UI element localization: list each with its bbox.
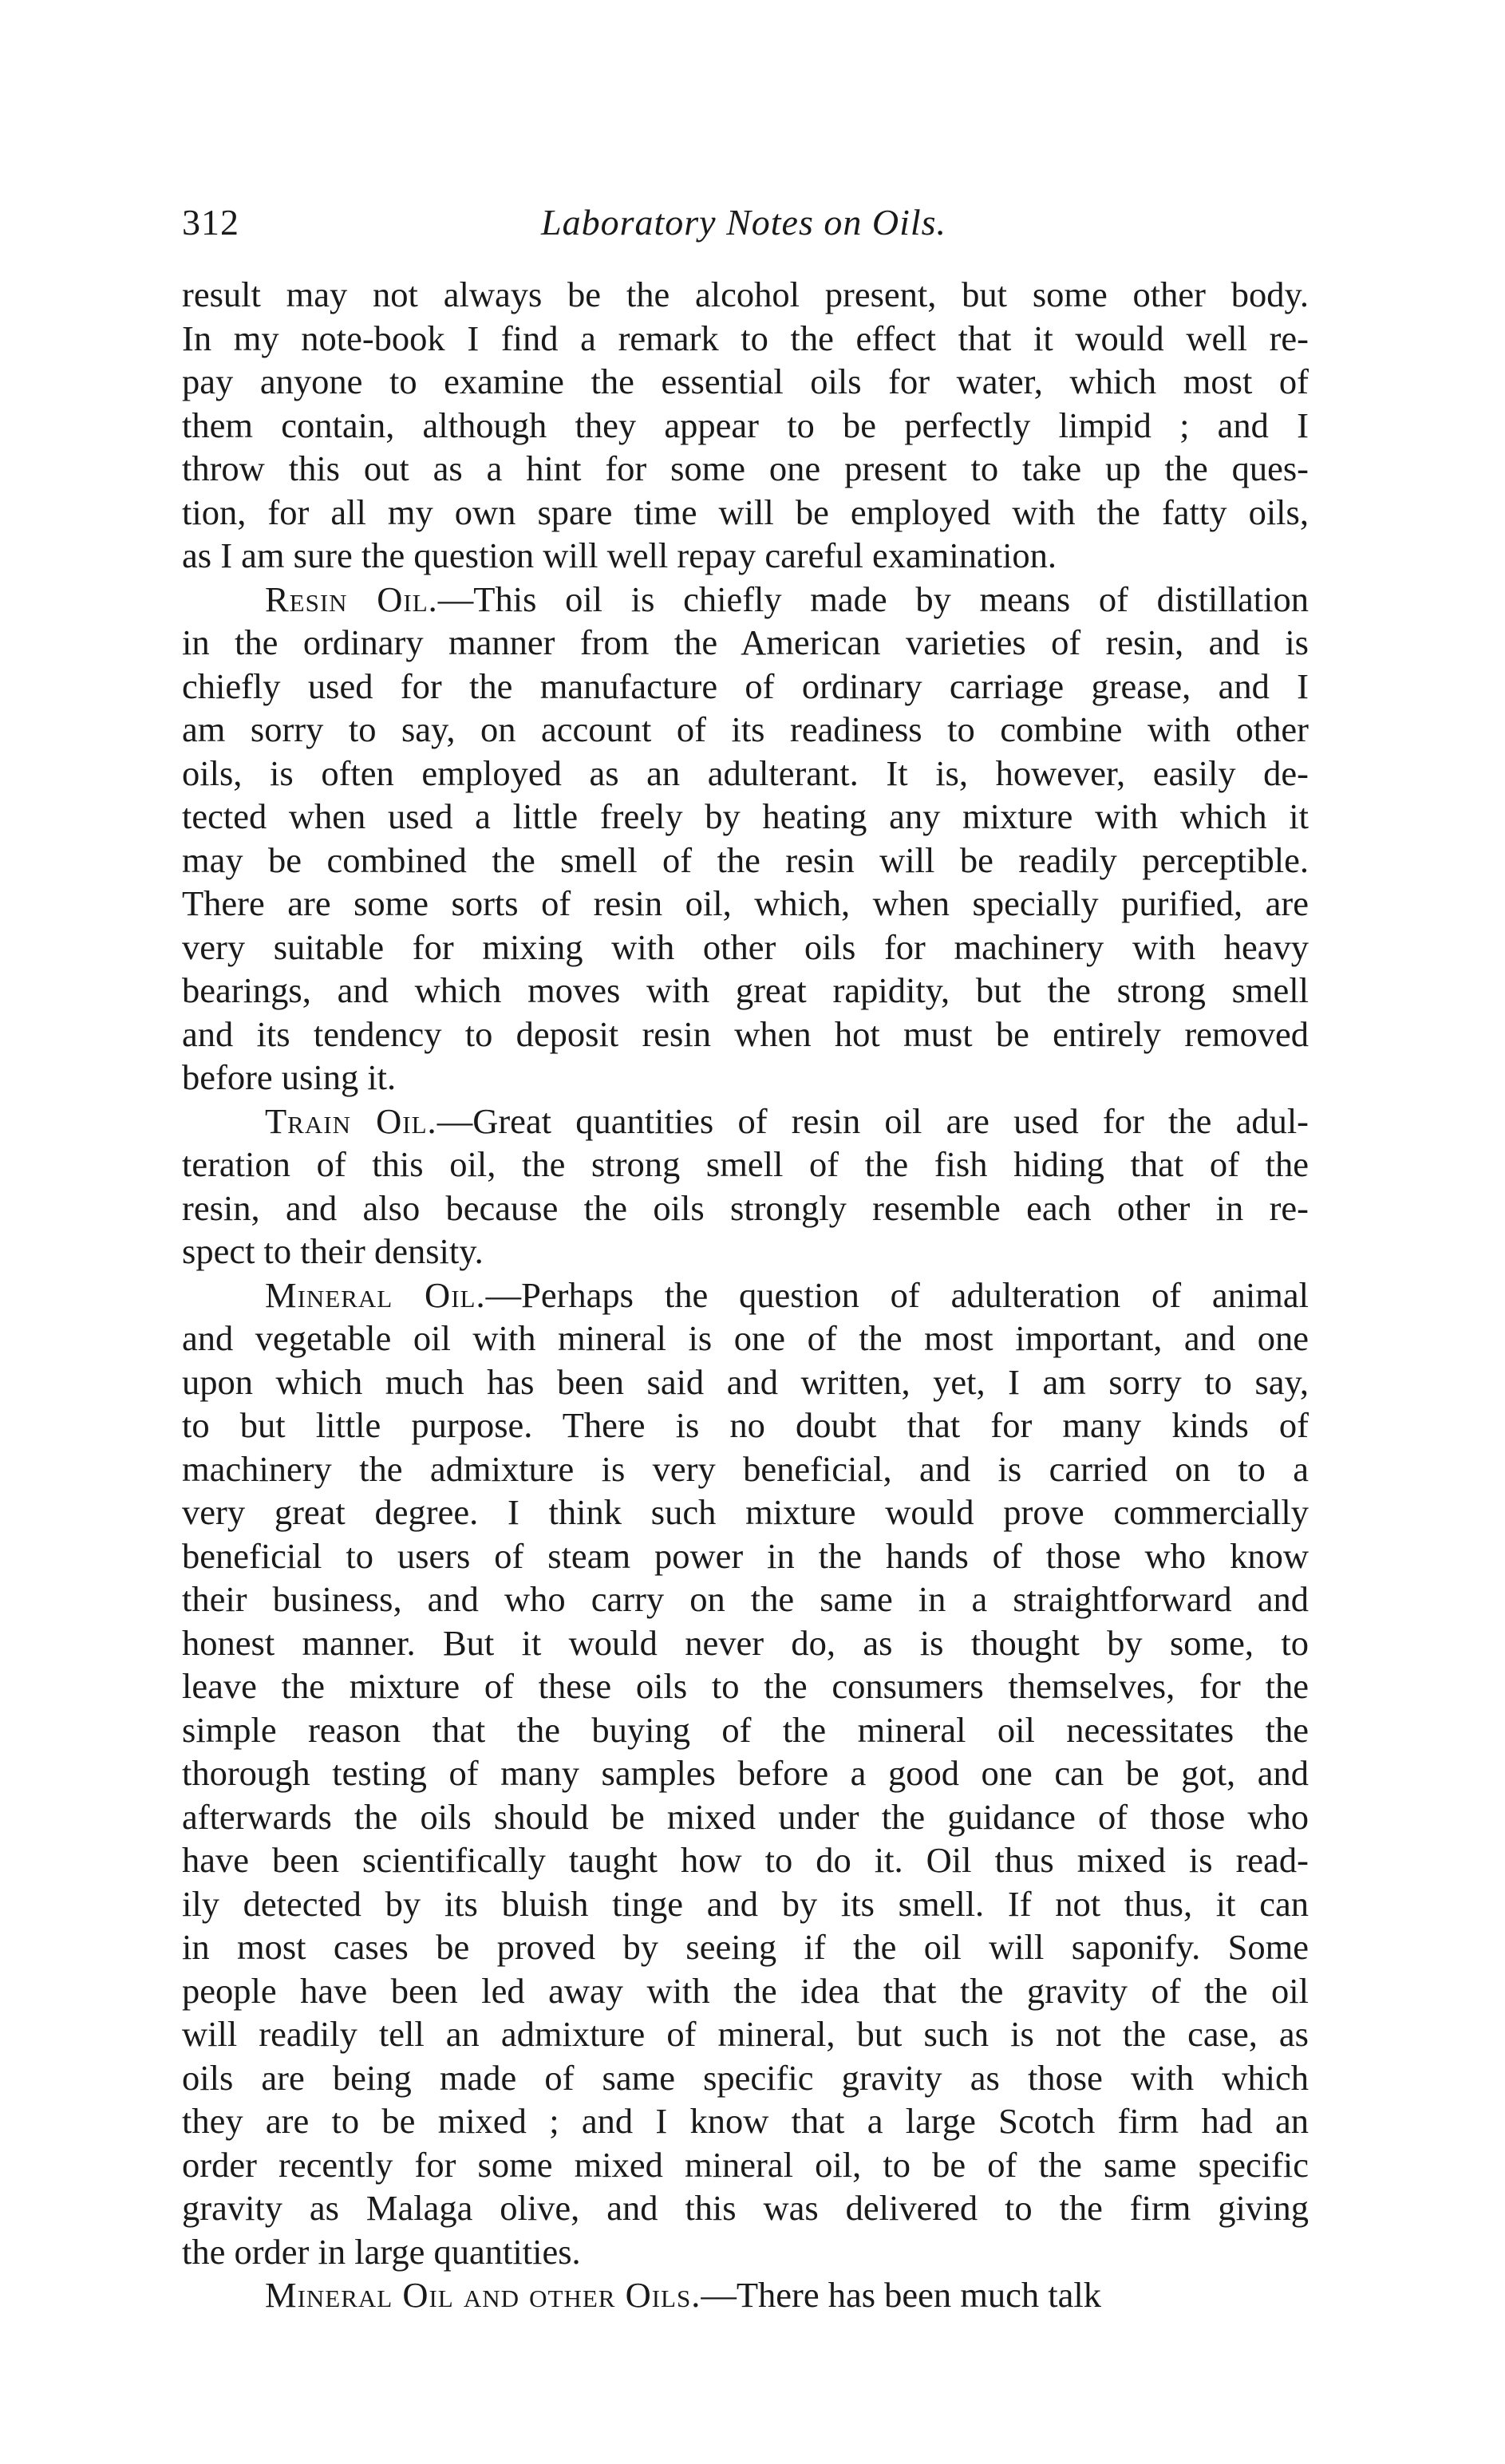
text-line: will readily tell an admixture of mineral, but such is not the case, as (182, 2014, 1309, 2054)
text-line: leave the mixture of these oils to the consumers themselves, for the (182, 1666, 1309, 1706)
mineral-oil-heading: Mineral Oil. (265, 1274, 486, 1315)
text-line: they are to be mixed ; and I know that a large Scotch firm had an (182, 2101, 1309, 2141)
text-line: and vegetable oil with mineral is one of the most important, and one (182, 1318, 1309, 1358)
text-line: very suitable for mixing with other oils for machinery with heavy (182, 926, 1309, 967)
text-run: —This oil is chiefly made by means of distillation (437, 578, 1309, 619)
running-title: Laboratory Notes on Oils. (541, 202, 947, 243)
text-line: honest manner. But it would never do, as is thought by some, to (182, 1622, 1309, 1663)
text-line: beneficial to users of steam power in the hands of those who know (182, 1535, 1309, 1576)
text-line: in the ordinary manner from the American varieties of resin, and is (182, 622, 1309, 662)
train-oil-heading: Train Oil. (265, 1100, 437, 1141)
text-line: ily detected by its bluish tinge and by its smell. If not thus, it can (182, 1883, 1309, 1924)
body-text (182, 273, 1309, 2317)
mineral-oil-first-line (182, 1273, 1309, 1317)
text-line: result may not always be the alcohol present, but some other body. (182, 274, 1309, 314)
page-header (182, 201, 1299, 249)
text-line: afterwards the oils should be mixed under the guidance of those who (182, 1796, 1309, 1837)
text-line: oils, is often employed as an adulterant. It is, however, easily de- (182, 752, 1309, 793)
text-line: pay anyone to examine the essential oils for water, which most of (182, 361, 1309, 401)
text-line: and its tendency to deposit resin when hot must be entirely removed (182, 1013, 1309, 1054)
text-line: upon which much has been said and written, yet, I am sorry to say, (182, 1361, 1309, 1402)
text-line: throw this out as a hint for some one present to take up the ques- (182, 448, 1309, 488)
text-line: bearings, and which moves with great rapidity, but the strong smell (182, 970, 1309, 1010)
text-line: am sorry to say, on account of its readiness to combine with other (182, 709, 1309, 749)
text-line: simple reason that the buying of the mineral oil necessitates the (182, 1709, 1309, 1750)
text-line: in most cases be proved by seeing if the oil will saponify. Some (182, 1927, 1309, 1967)
text-line: may be combined the smell of the resin will be readily perceptible. (182, 839, 1309, 880)
text-line: order recently for some mixed mineral oil, to be of the same specific (182, 2144, 1309, 2185)
text-line: to but little purpose. There is no doubt that for many kinds of (182, 1405, 1309, 1445)
resin-oil-first-line (182, 578, 1309, 622)
text-line: machinery the admixture is very beneficial, and is carried on to a (182, 1448, 1309, 1489)
text-line: There are some sorts of resin oil, which, when specially purified, are (182, 883, 1309, 923)
resin-oil-heading: Resin Oil. (265, 578, 438, 619)
text-line: them contain, although they appear to be perfectly limpid ; and I (182, 405, 1309, 445)
mineral-other-oils-heading: Mineral Oil and other Oils. (265, 2275, 701, 2315)
text-line: chiefly used for the manufacture of ordinary carriage grease, and I (182, 665, 1309, 706)
text-line: before using it. (182, 1057, 397, 1097)
text-run: —Perhaps the question of adulteration of animal (485, 1274, 1309, 1315)
text-line: thorough testing of many samples before a good one can be got, and (182, 1753, 1309, 1793)
text-line: oils are being made of same specific gravity as those with which (182, 2057, 1309, 2098)
train-oil-first-line (182, 1100, 1309, 1143)
text-line: as I am sure the question will well repay careful examination. (182, 535, 1057, 575)
text-run: —Great quantities of resin oil are used for the adul- (436, 1100, 1309, 1141)
text-line: In my note-book I find a remark to the effect that it would well re- (182, 318, 1309, 358)
text-line: very great degree. I think such mixture would prove commercially (182, 1492, 1309, 1532)
text-line: spect to their density. (182, 1231, 484, 1271)
text-line: the order in large quantities. (182, 2231, 581, 2272)
mineral-other-oils-first-line (182, 2273, 1309, 2317)
text-line: teration of this oil, the strong smell of the fish hiding that of the (182, 1144, 1309, 1184)
text-line: their business, and who carry on the same in a straightforward and (182, 1579, 1309, 1619)
text-run: —There has been much talk (701, 2275, 1102, 2315)
text-line: have been scientifically taught how to do it. Oil thus mixed is read- (182, 1840, 1309, 1880)
text-line: tected when used a little freely by heating any mixture with which it (182, 796, 1309, 836)
page-number: 312 (182, 202, 239, 243)
text-line: people have been led away with the idea that the gravity of the oil (182, 1970, 1309, 2011)
text-line: gravity as Malaga olive, and this was delivered to the firm giving (182, 2188, 1309, 2228)
text-line: tion, for all my own spare time will be employed with the fatty oils, (182, 492, 1309, 532)
text-line: resin, and also because the oils strongly resemble each other in re- (182, 1187, 1309, 1228)
